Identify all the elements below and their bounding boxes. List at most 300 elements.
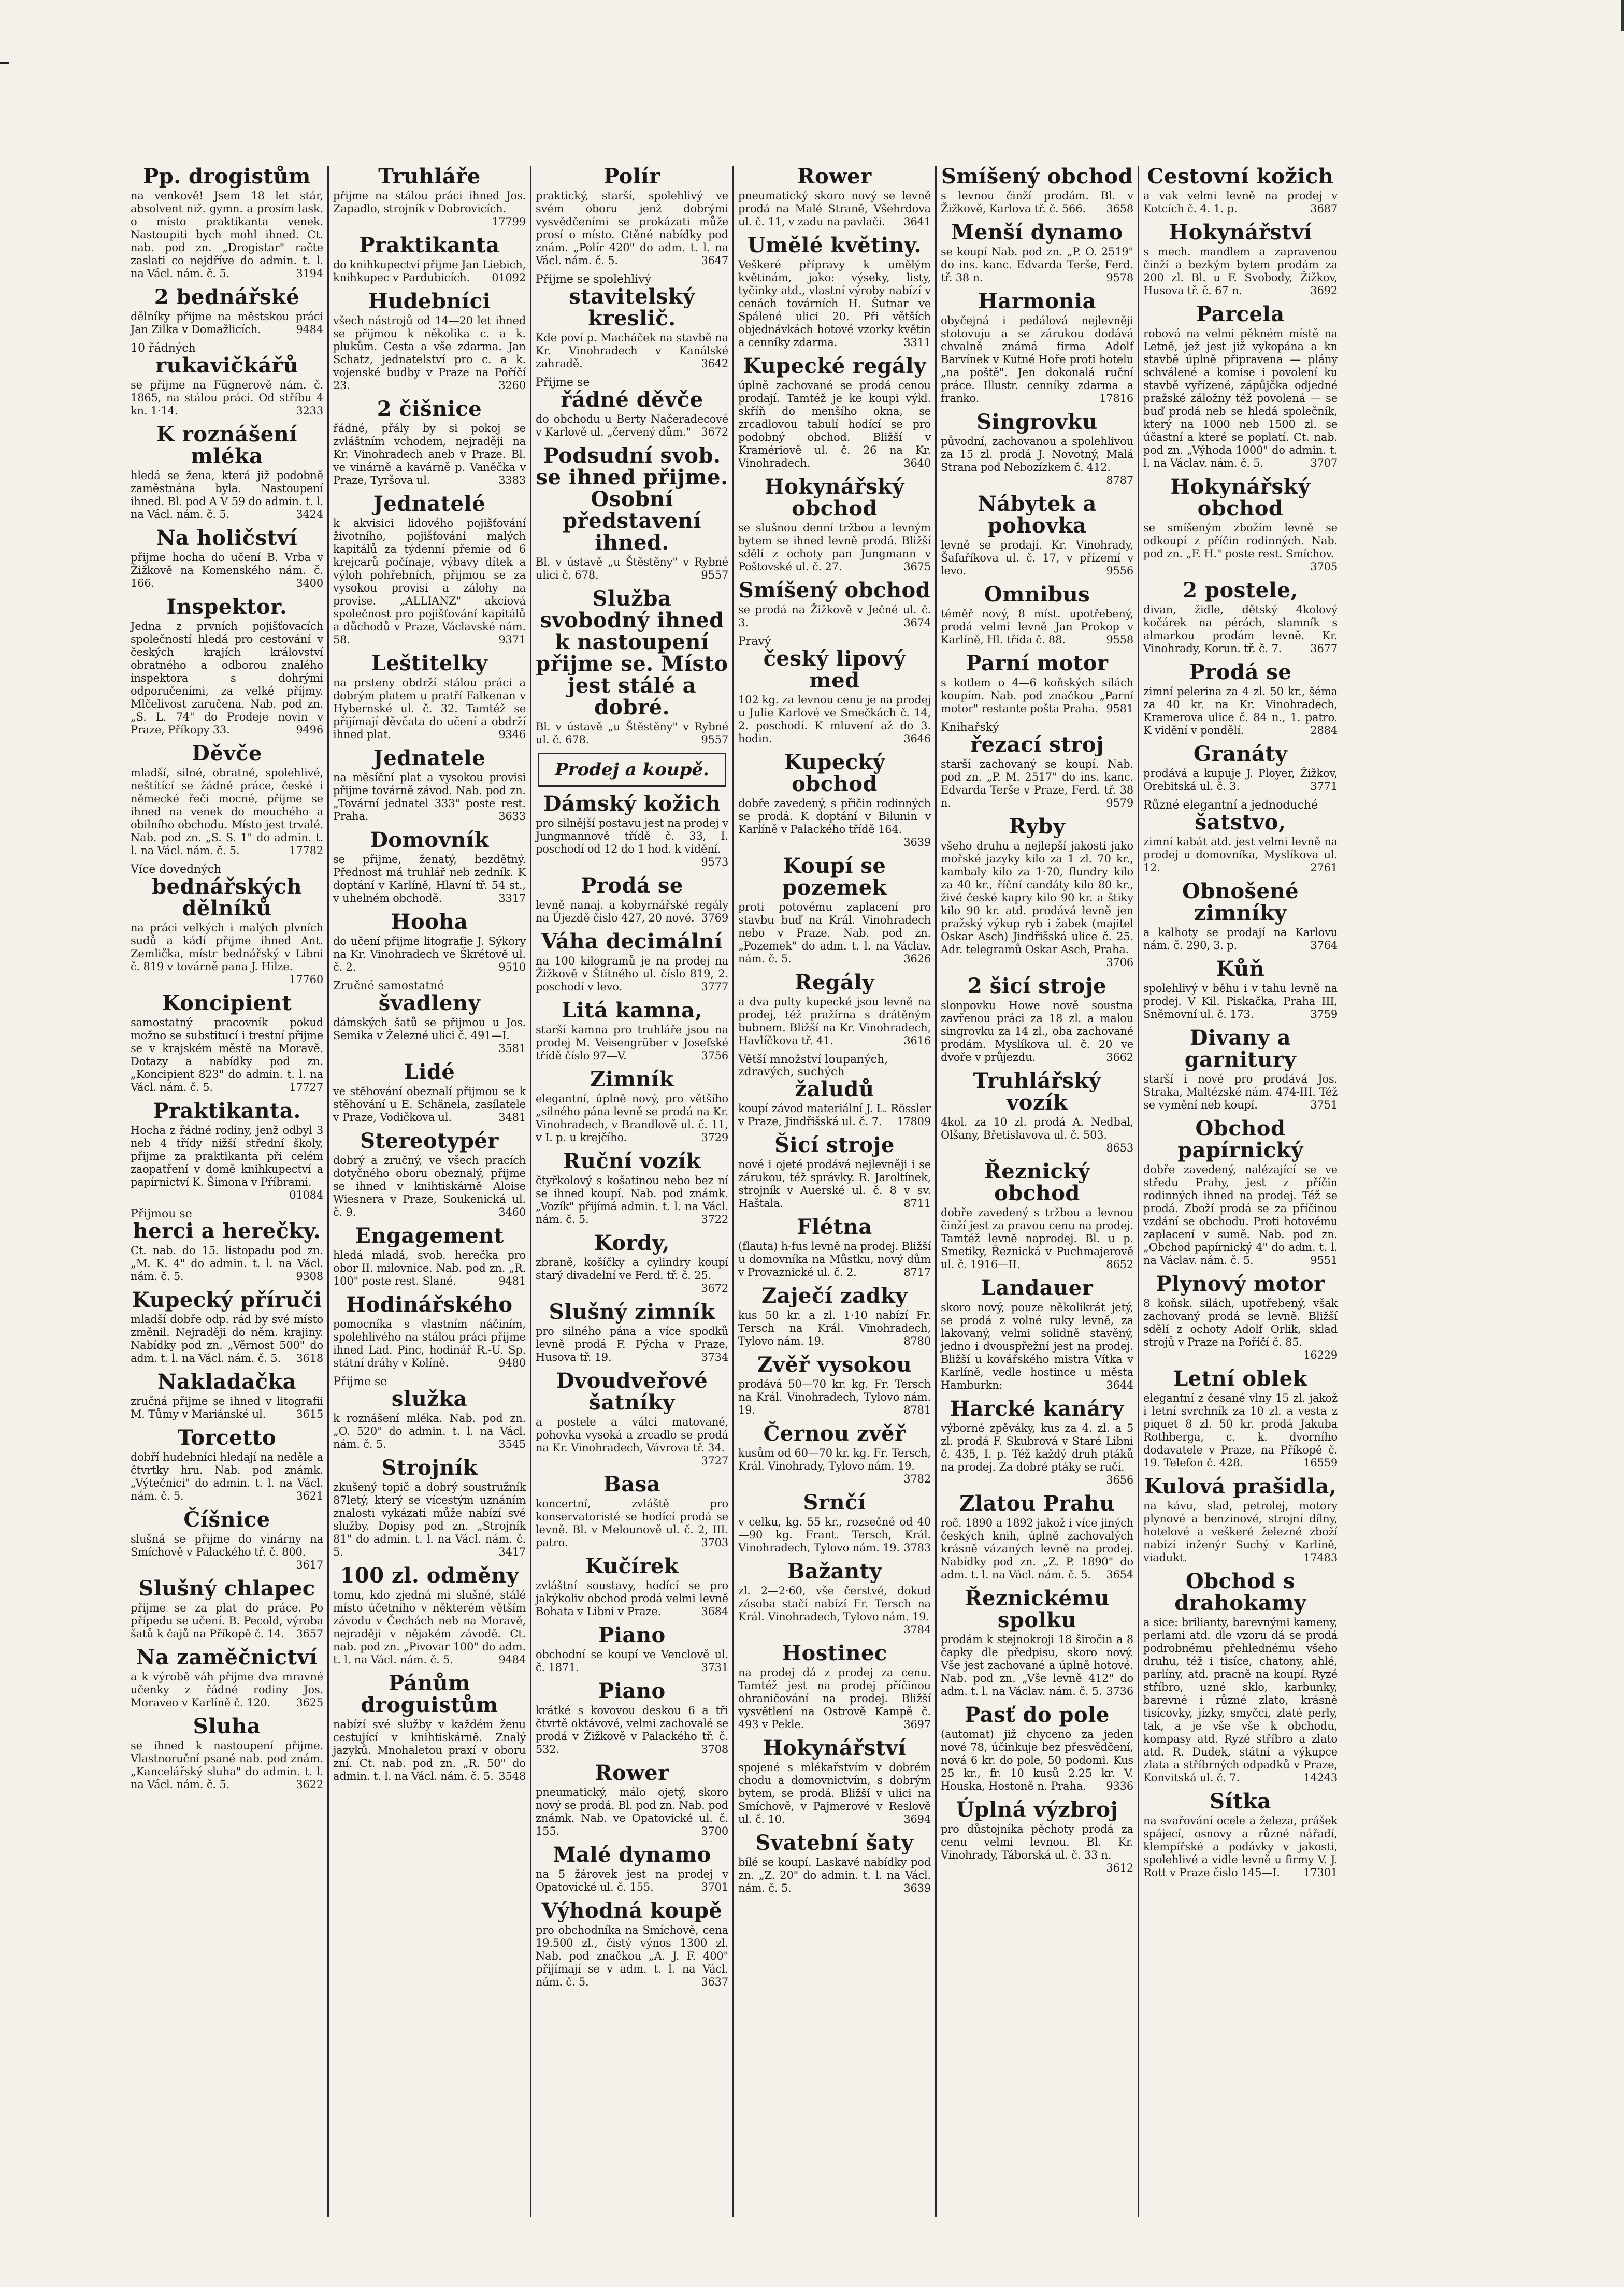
ad-body-text: kusům od 60—70 kr. kg. Fr. Tersch, Král. Vinohrady, Tylovo nám. 19. 3782 (738, 1447, 931, 1485)
ad-reference-number: 3233 (296, 405, 323, 417)
ad-reference-number: 3644 (1106, 1379, 1133, 1391)
ad-body-text: v celku, kg. 55 kr., rozsečné od 40—90 kg. Frant. Tersch, Král. Vinohradech, Tylovo nám. 19. 3783 (738, 1516, 931, 1554)
ad-intro-line: 10 řádných (131, 342, 196, 355)
ad-reference-number: 2884 (1310, 724, 1338, 737)
ad-body-text: pomocníka s vlastním náčiním, spolehlivého na stálou práci přijme ihned Lad. Pinc, hodinář R.-U. Sp. státní dráhy v Kolíně. 9480 (333, 1318, 526, 1369)
ad-body-text: do učení přijme litografie J. Sýkory na Kr. Vinohradech ve Škrétově ul. č. 2. 9510 (333, 935, 526, 973)
classified-ad (1143, 222, 1338, 297)
ad-body-text: všeho druhu a nejlepší jakosti jako mořské jazyky kilo za 1 zl. 70 kr., kambaly kilo za 1·70, flundry kilo za 40 kr., říční candáty kilo 80 kr., živé české kapry kilo 90 kr. a štiky kilo 90 kr. atd. prodává levně jen pražský výkup ryb i žabek (majitel Oskar Asch) Jindřišská ulice č. 25. Adr. telegramů Oskar Asch, Praha. 3706 (941, 840, 1133, 969)
classified-ad (738, 1737, 931, 1826)
ad-headline: Harmonia (978, 289, 1096, 313)
ad-body-text: dobře zavedený, nalézající se ve středu Prahy, jest z příčin rodinných ihned na prodej. Též se prodá. Zboží prodá se za příčinou vzdání se obchodu. Proti hotovému zaplacení v sumě. Nab. pod zn. „Obchod papírnický 4" do adm. t. l. na Václav. nám. č. 5. 9551 (1143, 1163, 1338, 1267)
ad-headline: Bažanty (787, 1559, 882, 1584)
ad-headline: Sluha (193, 1714, 261, 1738)
ad-reference-number: 3581 (498, 1042, 526, 1055)
ad-body-text: a kalhoty se prodají na Karlovu nám. č. 290, 3. p. 3764 (1143, 926, 1338, 952)
ad-intro-line: Větší množství loupaných, zdravých, suchých (738, 1053, 888, 1078)
ad-headline: Podsudní svob. se ihned přijme. Osobní představení ihned. (536, 443, 728, 555)
ad-reference-number: 01084 (289, 1189, 323, 1201)
ad-body-text: k roznášení mléka. Nab. pod zn. „O. 520" do admin. t. l. na Václ. nám. č. 5. 3545 (333, 1412, 526, 1450)
classified-ad (738, 1285, 931, 1348)
ad-body-text: samostatný pracovník pokud možno se substitucí i trestní přijme se v krajském městě na Moravě. Dotazy a nabídky pod zn. „Koncipient 823" do admin. t. l. na Václ. nám. č. 5. 17727 (131, 1016, 323, 1094)
ad-headline: Regály (794, 970, 874, 995)
classified-ad (941, 1277, 1133, 1392)
classified-ad (131, 424, 323, 521)
ad-body-text: pneumatický skoro nový se levně prodá na Malé Straně, Všehrdova ul. č. 11, v zadu na pavlači. 3641 (738, 190, 931, 228)
classified-ad (536, 274, 728, 370)
ad-body-text: zkušený topič a dobrý soustružník 87letý, který se vícestým uznáním znalosti vykázati může nabízí své služby. Dopisy pod zn. „Strojník 81" do admin. t. l. na Václ. nám. č. 5. 3417 (333, 1481, 526, 1558)
ad-reference-number: 9371 (498, 634, 526, 646)
ad-headline: stavitelský kreslič. (569, 284, 695, 330)
classified-ad (536, 1844, 728, 1894)
ad-headline: Děvče (192, 741, 262, 766)
ad-headline: Váha decimální (541, 929, 723, 954)
classified-ad (131, 743, 323, 857)
ad-headline: Jednatelé (373, 492, 486, 516)
ad-reference-number: 9557 (701, 569, 728, 581)
ad-reference-number: 9481 (498, 1275, 526, 1287)
classified-ad (738, 752, 931, 849)
classified-ad (1143, 580, 1338, 655)
ad-body-text: elegantní, úplně nový, pro většího „silného pána levně se prodá na Kr. Vinohradech, v Brandlově ul. č. 11, v I. p. u krejčího. 3729 (536, 1092, 728, 1144)
ad-headline: Ruční vozík (563, 1149, 701, 1173)
classified-ad (131, 527, 323, 590)
ad-reference-number: 3707 (1310, 457, 1338, 469)
ad-reference-number: 3639 (903, 1882, 931, 1894)
ad-headline: Rower (797, 166, 872, 189)
classified-ad (131, 1647, 323, 1709)
ad-body-text: bílé se koupí. Laskavé nabídky pod zn. „Z. 20" do admin. t. l. na Václ. nám. č. 5. 3639 (738, 1856, 931, 1894)
ad-reference-number: 9346 (498, 728, 526, 741)
ad-headline: Omnibus (984, 582, 1090, 607)
classified-ad (941, 493, 1133, 578)
ad-reference-number: 3641 (903, 215, 931, 228)
ad-body-text: Ct. nab. do 15. listopadu pod zn. „M. K. 4" do admin. t. l. na Václ. nám. č. 5. 9308 (131, 1244, 323, 1283)
ad-reference-number: 3612 (1106, 1862, 1133, 1874)
ad-headline: Dámský kožich (543, 792, 721, 816)
classified-ad (738, 1492, 931, 1555)
ad-body-text: nabízí své služby v každém ženu cestující v knihtiskárně. Znalý jazyků. Mnohaletou praxí v oboru zní. Ct. nab. pod zn. „R. 50" do admin. t. l. na Václ. nám. č. 5. 3548 (333, 1718, 526, 1782)
ad-headline: Pasť do pole (965, 1703, 1110, 1727)
classified-ad (941, 1588, 1133, 1698)
ad-reference-number: 3684 (701, 1605, 728, 1618)
classified-ad (131, 166, 323, 280)
ad-reference-number: 3677 (1310, 642, 1338, 655)
ad-headline: žaludů (795, 1077, 874, 1101)
ad-headline: Hokynářský obchod (765, 474, 904, 521)
ad-headline: Řeznický obchod (984, 1159, 1090, 1205)
classified-ad (738, 476, 931, 573)
classified-ad (333, 398, 526, 487)
ad-body-text: se prodá na Žižkově v Ječné ul. č. 3. 3674 (738, 603, 931, 629)
ad-body-text: úplně zachované se prodá cenou prodají. Tamtéž je ke koupi výkl. skříň do menšího okna, se zrcadlovou tabulí hodící se pro podobný obchod. Bližší v Kramériově ul. č. 26 na Kr. Vinohradech. 3640 (738, 379, 931, 469)
ad-headline: K roznášení mléka (156, 422, 297, 468)
ad-headline: Cestovní kožich (1147, 166, 1334, 189)
classified-ad (738, 1561, 931, 1636)
ad-headline: Svatební šaty (755, 1831, 914, 1855)
ad-headline: Truhláře (378, 166, 481, 189)
ad-column (329, 166, 531, 2217)
classified-ad (1143, 799, 1338, 874)
ad-body-text: řádné, přály by si pokoj se zvláštním vchodem, nejraději na Kr. Vinohradech aneb v Praze. Bl. ve vinárně a kavárně p. Vaněčka v Praze, Tyršova ul. 3383 (333, 422, 526, 486)
ad-body-text: a vak velmi levně na prodej v Kotcích č. 4. 1. p. 3687 (1143, 190, 1338, 215)
ad-column (734, 166, 937, 2217)
ad-reference-number: 9308 (296, 1270, 323, 1283)
ad-body-text: starší zachovaný se koupí. Nab. pod zn. „P. M. 2517" do ins. kanc. Edvarda Terše v Praze, Ferd. tř. 38 n. 9579 (941, 758, 1133, 809)
ad-body-text: slušná se přijme do vinárny na Smíchově v Palackého tř. č. 800. 3617 (131, 1533, 323, 1571)
ad-body-text: a dva pulty kupecké jsou levně na prodej, též pražírna s drátěným bubnem. Bližší na Kr. Vinohradech, Havlíčkova tř. 41. 3616 (738, 996, 931, 1047)
ad-body-text: výborné zpěváky, kus za 4. zl. a 5 zl. prodá F. Skubrová v Staré Libni č. 435, I. p. Též každý druh ptáků na prodej. Za dobré ptáky se ručí. 3656 (941, 1422, 1133, 1486)
ad-headline: Strojník (381, 1456, 478, 1480)
ad-body-text: Bl. v ústavě „u Štěstěny" v Rybné ul. č. 678. 9557 (536, 721, 728, 746)
ad-column (531, 166, 734, 2217)
ad-reference-number: 3777 (701, 981, 728, 993)
classified-ad (941, 411, 1133, 487)
ad-reference-number: 9556 (1106, 565, 1133, 577)
ad-body-text: dobrý a zručný, ve všech pracích dotyčného oboru obeznalý, přijme se ihned v knihtiskárně Aloise Wiesnera v Praze, Soukenická ul. č. 9. 3460 (333, 1154, 526, 1218)
ad-headline: Hudebníci (368, 289, 491, 313)
ad-body-text: Veškeré přípravy k umělým květinám, jako: výseky, listy, tyčinky atd., vlastní výroby nabízí v cenách továrních H. Šutnar ve Spálené ulici 20. Při větších objednávkách hotové vzorky květin a cenníky zdarma. 3311 (738, 258, 931, 349)
ad-headline: Parní motor (966, 651, 1109, 675)
margin-tick-mark (0, 62, 9, 64)
ad-body-text: na měsíční plat a vysokou provisi přijme továrně závod. Nab. pod zn. „Tovární jednatel 333" poste rest. Praha. 3633 (333, 771, 526, 823)
ad-headline: Nábytek a pohovka (978, 492, 1097, 538)
ad-headline: Obnošené zimníky (1182, 879, 1299, 925)
ad-body-text: zimní kabát atd. jest velmi levně na prodej u domovníka, Myslíkova ul. 12. 2761 (1143, 836, 1338, 874)
ad-headline: Praktikanta. (153, 1099, 301, 1123)
ad-body-text: do knihkupectví přijme Jan Liebich, knihkupec v Pardubicích. 01092 (333, 258, 526, 284)
classified-ad (333, 829, 526, 905)
classified-ad (941, 1161, 1133, 1271)
ad-headline: Číšnice (183, 1507, 270, 1532)
ad-headline: Divany a garnitury (1184, 1026, 1297, 1072)
classified-ad (536, 1474, 728, 1549)
classified-ad (536, 1556, 728, 1618)
ad-reference-number: 17301 (1303, 1866, 1338, 1879)
ad-body-text: hledá se žena, která již podobně zaměstnána byla. Nastoupení ihned. Bl. pod A V 59 do admin. t. l. na Václ. nám. č. 5. 3424 (131, 469, 323, 521)
ad-intro-line: Pravý (738, 635, 771, 648)
ad-body-text: koupí závod materiální J. L. Rössler v Praze, Jindřišská ul. č. 7. 17809 (738, 1102, 931, 1128)
classified-ad (738, 1054, 931, 1128)
ad-headline: Koncipient (162, 991, 292, 1015)
ad-reference-number: 17809 (897, 1115, 931, 1128)
classified-ads-page (126, 166, 1546, 2217)
ad-reference-number: 3662 (1106, 1051, 1133, 1063)
classified-ad (941, 816, 1133, 969)
ad-headline: herci a herečky. (133, 1219, 321, 1243)
ad-reference-number: 9484 (296, 323, 323, 336)
classified-ad (1143, 1476, 1338, 1564)
ad-reference-number: 01092 (492, 271, 526, 284)
ad-reference-number: 3424 (296, 508, 323, 521)
ad-reference-number: 3782 (903, 1473, 931, 1485)
ad-body-text: s levnou činží prodám. Bl. v Žižkově, Karlova tř. č. 566. 3658 (941, 190, 1133, 215)
ad-reference-number: 3783 (903, 1542, 931, 1554)
ad-body-text: Hocha z řádné rodiny, jenž odbyl 3 neb 4 třídy nižší střední školy, přijme za praktikanta při celém zaopatření v domě knihkupectví a papírnictví K. Šimona v Příbrami. 01084 (131, 1124, 323, 1201)
classified-ad (131, 596, 323, 737)
ad-body-text: starší kamna pro truhláře jsou na prodej M. Veisengrüber v Josefské třídě číslo 97—V. 3756 (536, 1024, 728, 1062)
ad-body-text: (flauta) h-fus levně na prodej. Bližší u domovníka na Můstku, nový dům v Provaznické ul. č. 2. 8717 (738, 1240, 931, 1278)
ad-headline: Parcela (1196, 302, 1285, 326)
ad-body-text: dobře zavedený s tržbou a levnou činží jest za pravou cenu na prodej. Tamtéž levně naprodej. Bl. u p. Smetiky, Řeznická v Puchmajerově ul. č. 1916—II. 8652 (941, 1206, 1133, 1271)
ad-headline: Řeznickému spolku (965, 1586, 1110, 1632)
ad-headline: bednářských dělníků (152, 874, 302, 920)
ad-body-text: pro silného pána a více spodků levně prodá F. Pýcha v Praze, Husova tř. 19. 3734 (536, 1325, 728, 1363)
ad-headline: služka (391, 1387, 468, 1411)
classified-ad (1143, 661, 1338, 737)
ad-reference-number: 8781 (903, 1404, 931, 1416)
ad-body-text: zl. 2—2·60, vše čerstvé, dokud zásoba stačí nabízí Fr. Tersch na Král. Vinohradech, Tylovo nám. 19. 3784 (738, 1585, 931, 1636)
ad-reference-number: 3727 (701, 1455, 728, 1467)
classified-ad (333, 235, 526, 284)
ad-headline: Hooha (391, 910, 468, 934)
ad-reference-number: 8780 (903, 1335, 931, 1347)
ad-headline: švadleny (378, 991, 481, 1015)
ad-reference-number: 3722 (701, 1213, 728, 1226)
ad-body-text: hledá mladá, svob. herečka pro obor II. milovnice. Nab. pod zn. „R. 100" poste rest. Slané. 9481 (333, 1249, 526, 1287)
ad-headline: Sítka (1210, 1789, 1271, 1814)
classified-ad (333, 1130, 526, 1219)
ad-headline: Hokynářství (763, 1736, 907, 1760)
ad-reference-number: 3615 (296, 1408, 323, 1420)
ad-body-text: zimní pelerina za 4 zl. 50 kr., šéma za 40 kr. na Kr. Vinohradech, Kramerova ulice č. 84 n., 1. patro. K vidění v pondělí. 2884 (1143, 685, 1338, 737)
classified-ad (738, 855, 931, 966)
ad-headline: Kordy, (594, 1231, 670, 1255)
classified-ad (131, 1371, 323, 1421)
ad-reference-number: 8787 (1106, 474, 1133, 486)
ad-reference-number: 3675 (903, 560, 931, 573)
ad-reference-number: 3692 (1310, 284, 1338, 297)
ad-body-text: roč. 1890 a 1892 jakož i více jiných českých knih, úplně zachovalých krásně vázaných levně na prodej. Nabídky pod zn. „Z. P. 1890" do adm. t. l. na Václ. nám. č. 5. 3654 (941, 1517, 1133, 1581)
ad-headline: Na zaměčnictví (136, 1645, 318, 1670)
ad-body-text: krátké s kovovou deskou 6 a tři čtvrtě oktávové, velmi zachovalé se prodá v Žižkově v Palackého tř. č. 532. 3708 (536, 1704, 728, 1756)
classified-ad (536, 588, 728, 746)
classified-ad (333, 1294, 526, 1370)
ad-body-text: elegantní z česané vlny 15 zl. jakož i letní svrchník za 10 zl. a vesta z piquet 8 zl. 50 kr. prodá Jakuba Rothberga, c. k. dvorního dodavatele v Praze, na Příkopě č. 19. Telefon č. 428. 16559 (1143, 1392, 1338, 1469)
ad-body-text: s mech. mandlem a zapravenou činží a bezkým bytem prodám za 200 zl. Bl. u F. Svobody, Žižkov, Husova tř. č. 67 n. 3692 (1143, 246, 1338, 297)
ad-body-text: 102 kg. za levnou cenu je na prodej u Julie Karlové ve Smečkách č. 14, 2. poschodí. K mluvení až do 3. hodin. 3646 (738, 694, 931, 745)
ad-reference-number: 9581 (1106, 702, 1133, 715)
ad-reference-number: 9558 (1106, 634, 1133, 646)
ad-headline: Obchod s drahokamy (1174, 1569, 1306, 1615)
ad-body-text: se přijme na Fügnerově nám. č. 1865, na stálou práci. Od stříbu 4 kn. 1·14. 3233 (131, 379, 323, 417)
ad-headline: Prodá se (1189, 660, 1292, 684)
ad-column (937, 166, 1139, 2217)
ad-column (1139, 166, 1342, 2217)
ad-body-text: se přijme, ženatý, bezdětný. Přednost má truhlář neb zedník. K doptání v Karlíně, Hlavní tř. 54 st., v uhelném obchodě. 3317 (333, 853, 526, 904)
ad-reference-number: 16229 (1303, 1349, 1338, 1361)
ad-headline: Lidé (404, 1060, 455, 1084)
classified-ad (131, 1289, 323, 1365)
ad-reference-number: 3625 (296, 1696, 323, 1709)
ad-reference-number: 3672 (701, 1282, 728, 1294)
ad-headline: Rower (595, 1761, 669, 1785)
ad-body-text: přijme na stálou práci ihned Jos. Zapadlo, strojník v Dobrovicích. 17799 (333, 190, 526, 228)
ad-headline: Slušný zimník (549, 1300, 715, 1324)
ad-body-text: s kotlem o 4—6 koňských silách koupím. Nab. pod značkou „Parní motor" restante pošta Praha. 9581 (941, 677, 1133, 715)
classified-ad (738, 972, 931, 1047)
ad-reference-number: 9484 (498, 1653, 526, 1666)
ad-body-text: na venkově! Jsem 18 let stár, absolvent niž. gymn. a prosím lask. o místo praktikanta venek. Nastoupiti bych mohl ihned. Ct. nab. pod zn. „Drogistar" račte zaslati co nejdříve do admin. t. l. na Václ. nám. č. 5. 3194 (131, 190, 323, 280)
classified-ad (941, 584, 1133, 646)
ad-body-text: dobří hudebníci hledají na neděle a čtvrtky hru. Nab. pod známk. „Výtečnici" do admin. t. l. na Václ. nám. č. 5. 3621 (131, 1451, 323, 1502)
classified-ad (536, 1624, 728, 1674)
ad-headline: Výhodná koupě (541, 1898, 723, 1923)
ad-headline: Torcetto (177, 1426, 277, 1450)
ad-reference-number: 3764 (1310, 939, 1338, 952)
ad-headline: Litá kamna, (561, 998, 703, 1023)
ad-body-text: se koupí Nab. pod zn. „P. O. 2519" do ins. kanc. Edvarda Terše, Ferd. tř. 38 n. 9578 (941, 246, 1133, 284)
ad-headline: Hokynářský obchod (1170, 474, 1311, 521)
ad-reference-number: 3260 (498, 379, 526, 392)
ad-reference-number: 3771 (1310, 780, 1338, 793)
ad-headline: Pánům droguistům (361, 1671, 498, 1717)
classified-ad (131, 864, 323, 986)
ad-headline: Hokynářství (1169, 220, 1312, 244)
ad-body-text: čtyřkolový s košatinou nebo bez ní se ihned koupí. Nab. pod známk. „Vozík" přijímá admin. t. l. na Václ. nám. č. 5. 3722 (536, 1174, 728, 1226)
ad-headline: Hodinářského (346, 1292, 513, 1317)
ad-headline: Smíšený obchod (738, 578, 931, 602)
ad-reference-number: 17799 (492, 215, 526, 228)
ad-headline: Šicí stroje (774, 1133, 895, 1157)
classified-ad (333, 980, 526, 1055)
classified-ad (333, 1376, 526, 1451)
classified-ad (738, 235, 931, 349)
classified-ad (941, 291, 1133, 405)
classified-ad (1143, 881, 1338, 952)
ad-reference-number: 9336 (1106, 1780, 1133, 1792)
ad-headline: Na holičství (156, 526, 298, 550)
ad-body-text: přijme se za plat do práce. Po přípedu se učení. B. Pecold, výroba šatů k čajů na Příkopě č. 14. 3657 (131, 1602, 323, 1640)
classified-ad (536, 377, 728, 439)
ad-reference-number: 3734 (701, 1351, 728, 1363)
ad-headline: český lipový med (763, 646, 906, 693)
ad-body-text: divan, židle, dětský 4kolový kočárek na pérách, slamník s almarkou prodám levně. Kr. Vinohrady, Korun. tř. č. 7. 3677 (1143, 603, 1338, 655)
ad-body-text: spojené s mlékařstvím v dobrém chodu a domovnictvím, s dobrým bytem, se prodá. Bližší v ulici na Smíchově, v Pajmerové v Reslově ul. č. 10. 3694 (738, 1761, 931, 1825)
ad-reference-number: 3687 (1310, 203, 1338, 215)
ad-body-text: 4kol. za 10 zl. prodá A. Nedbal, Olšany, Břetislavova ul. č. 503. 8653 (941, 1116, 1133, 1154)
classified-ad (536, 1680, 728, 1756)
ad-reference-number: 9510 (498, 961, 526, 973)
ad-headline: řádné děvče (561, 387, 703, 412)
ad-body-text: zbraně, košíčky a cylindry koupí starý divadelní ve Ferd. tř. č. 25. 3672 (536, 1256, 728, 1294)
ad-reference-number: 3311 (903, 336, 931, 349)
classified-ad (1143, 1027, 1338, 1112)
ad-body-text: prodám k stejnokroji 18 širočin a 8 čapky dle předpisu, skoro nový. Vše jest zachované a úplně hotové. Nab. pod zn. „Vše levně 412" do adm. t. l. na Václav. nám. č. 5. 3736 (941, 1633, 1133, 1698)
ad-reference-number: 3617 (296, 1559, 323, 1571)
classified-ad (131, 1578, 323, 1641)
ad-headline: Basa (603, 1472, 661, 1497)
ad-headline: 2 bednářské (154, 285, 300, 309)
classified-ad (333, 911, 526, 974)
classified-ad (1143, 1571, 1338, 1785)
classified-ad (536, 1900, 728, 1989)
ad-body-text: obchodní se koupí ve Venclově ul. č. 1871. 3731 (536, 1648, 728, 1674)
classified-ad (131, 286, 323, 336)
ad-headline: Úplná výzbroj (956, 1797, 1118, 1822)
ad-headline: Slušný chlapec (138, 1576, 315, 1601)
ad-body-text: pneumatický, málo ojetý, skoro nový se prodá. Bl. pod zn. Nab. pod známk. Nab. ve Opatovické ul. č. 155. 3700 (536, 1786, 728, 1837)
ad-headline: 2 šicí stroje (967, 974, 1107, 998)
ad-headline: Granáty (1193, 742, 1288, 766)
classified-ad (941, 166, 1133, 215)
ad-reference-number: 3616 (903, 1034, 931, 1047)
ad-reference-number: 3417 (498, 1546, 526, 1558)
ad-body-text: Bl. v ústavě „u Štěstěny" v Rybné ulici č. 678. 9557 (536, 556, 728, 581)
classified-ad (131, 1427, 323, 1503)
ad-body-text: do obchodu u Berty Načeradecové v Karlově ul. „červený dům." 3672 (536, 413, 728, 438)
classified-ad (333, 1673, 526, 1783)
ad-headline: Flétna (797, 1215, 872, 1239)
ad-reference-number: 17760 (289, 973, 323, 986)
ad-reference-number: 2761 (1310, 861, 1338, 874)
ad-headline: Černou zvěř (763, 1421, 906, 1446)
ad-headline: Kůň (1216, 957, 1265, 981)
ad-intro-line: Různé elegantní a jednoduché (1143, 799, 1318, 812)
classified-ad (333, 166, 526, 228)
ad-body-text: na prsteny obdrží stálou práci a dobrým platem u pratří Falkenan v Hybernské ul. č. 32. Tamtéž se přijímají děvčata do učení a obdrží ihned plat. 9346 (333, 677, 526, 741)
ad-reference-number: 3383 (498, 474, 526, 486)
ad-reference-number: 3731 (701, 1661, 728, 1674)
ad-body-text: slonpovku Howe nově soustna zavřenou práci za 18 zl. a malou singrovku za 14 zl., oba zachované prodám. Myslíkova ul. č. 20 ve dvoře v průjezdu. 3662 (941, 999, 1133, 1063)
ad-body-text: pro obchodníka na Smíchově, cena 19.500 zl., čistý výnos 1300 zl. Nab. pod značkou „A. J. F. 400" přijímají se v adm. t. l. na Václ. nám. č. 5. 3637 (536, 1924, 728, 1988)
classified-ad (536, 1232, 728, 1295)
classified-ad (536, 1069, 728, 1144)
ad-headline: řezací stroj (970, 732, 1104, 757)
ad-headline: 2 postele, (1183, 578, 1298, 602)
classified-ad (536, 1370, 728, 1468)
classified-ad (333, 291, 526, 392)
ad-reference-number: 9557 (701, 733, 728, 746)
classified-ad (738, 636, 931, 745)
ad-reference-number: 3705 (1310, 560, 1338, 573)
ad-reference-number: 3697 (903, 1718, 931, 1731)
ad-reference-number: 3481 (498, 1111, 526, 1124)
ad-reference-number: 17816 (1099, 392, 1133, 405)
ad-reference-number: 3706 (1106, 956, 1133, 969)
ad-body-text: a k výrobě váh přijme dva mravné učenky z řádné rodiny Jos. Moraveo v Karlíně č. 120. 3625 (131, 1671, 323, 1709)
ad-body-text: se ihned k nastoupení přijme. Vlastnoruční psané nab. pod znám. „Kancelářský sluha" do admin. t. l. na Václ. nám. č. 5. 3622 (131, 1739, 323, 1791)
classified-ad (536, 875, 728, 925)
ad-headline: Zaječí zadky (761, 1284, 908, 1308)
ad-reference-number: 3647 (701, 254, 728, 267)
ad-reference-number: 3700 (701, 1825, 728, 1837)
ad-reference-number: 8717 (903, 1266, 931, 1278)
ad-reference-number: 3194 (296, 267, 323, 280)
ad-headline: Piano (598, 1679, 666, 1703)
ad-reference-number: 14243 (1303, 1772, 1338, 1784)
classified-ad (131, 1100, 323, 1202)
ad-reference-number: 3674 (903, 616, 931, 629)
ad-body-text: pro důstojníka pěchoty prodá za cenu velmi levnou. Bl. Kr. Vinohrady, Táborská ul. č. 33 n. 3612 (941, 1823, 1133, 1874)
ad-headline: Prodá se (581, 873, 683, 898)
ad-reference-number: 3400 (296, 577, 323, 589)
ad-body-text: pro silnější postavu jest na prodej v Jungmannově třídě č. 33, I. poschodí od 12 do 1 hod. k vidění. 9573 (536, 817, 728, 868)
ad-body-text: zvláštní soustavy, hodící se pro jakýkoliv obchod prodá velmi levně Bohata v Libni v Praze. 3684 (536, 1579, 728, 1618)
classified-ad (941, 722, 1133, 810)
classified-ad (738, 355, 931, 470)
ad-body-text: k akvisici lidového pojišťování životního, pojišťování malých kapitálů za týdenní přemie od 6 krejcarů počínaje, výbavy dítek a výloh pohřebních, přijmou se za vysokou provisi a zálohy na provise. „ALLIANZ" akciová společnost pro pojišťování kapitálů a důchodů v Praze, Václavské nám. 58. 9371 (333, 517, 526, 646)
ad-body-text: na 100 kilogramů je na prodej na Žižkově v Štítného ul. číslo 819, 2. poschodí v levo. 3777 (536, 955, 728, 993)
ad-headline: Polír (603, 166, 660, 189)
ad-reference-number: 8653 (1106, 1142, 1133, 1154)
ad-headline: Kučírek (585, 1554, 679, 1578)
classified-ad (1143, 1368, 1338, 1470)
ad-body-text: prodává 50—70 kr. kg. Fr. Tersch na Král. Vinohradech, Tylovo nám. 19. 8781 (738, 1378, 931, 1416)
classified-ad (738, 1216, 931, 1279)
ad-reference-number: 3658 (1106, 203, 1133, 215)
ad-reference-number: 9480 (498, 1357, 526, 1369)
